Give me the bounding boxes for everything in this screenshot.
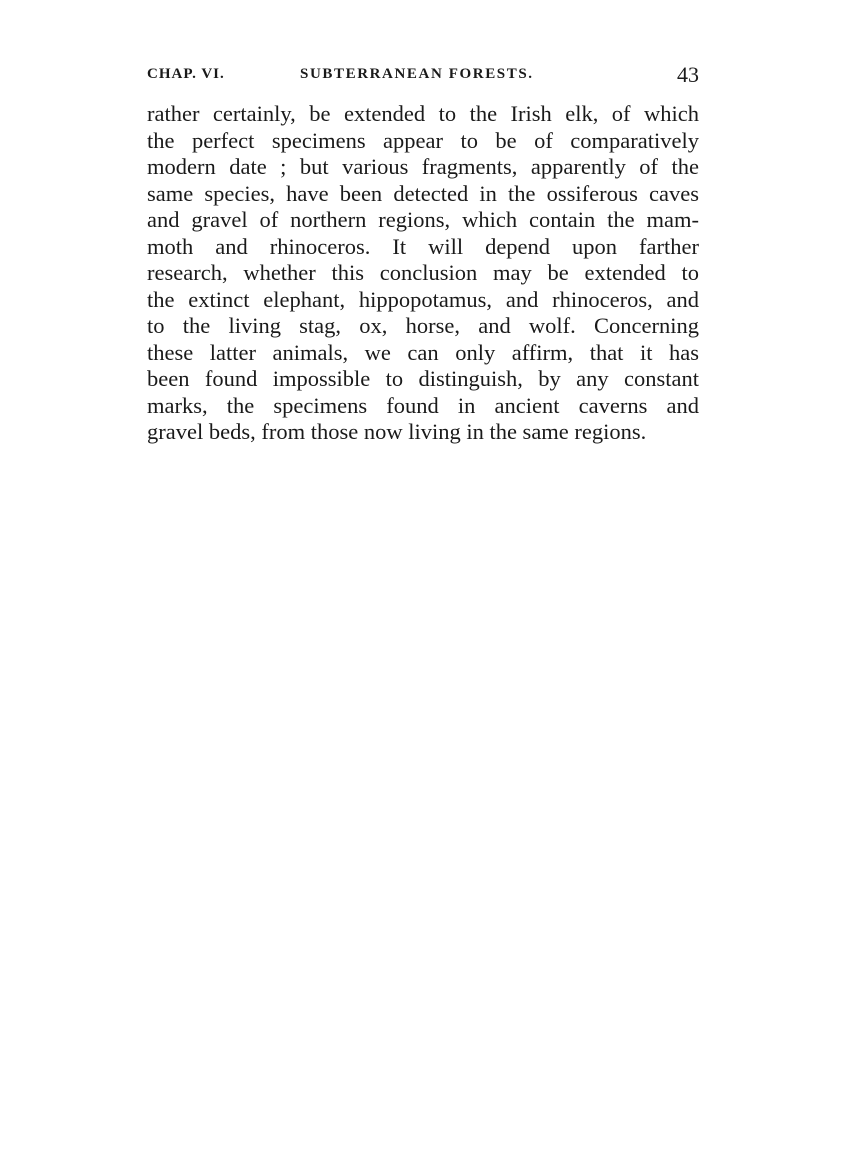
text-line: gravel beds, from those now living in the same regions. [147,419,647,444]
text-line: these latter animals, we can only affirm, that it has [147,339,699,365]
text-line: rather certainly, be extended to the Irish elk, of which [147,101,699,126]
text-line: been found impossible to distinguish, by any constant [147,366,699,391]
text-line: and gravel of northern regions, which contain the mam- [147,207,699,232]
text-line: same species, have been detected in the ossiferous caves [147,180,699,206]
chapter-label: CHAP. VI. [147,66,225,82]
body-paragraph [147,101,699,446]
text-line: the perfect specimens appear to be of comparatively [147,127,699,153]
text-line: research, whether this conclusion may be extended to [147,260,699,285]
running-head [147,62,699,90]
text-line: to the living stag, ox, horse, and wolf. Concerning [147,313,699,338]
text-line: moth and rhinoceros. It will depend upon farther [147,233,699,259]
running-title: SUBTERRANEAN FORESTS. [300,66,534,82]
text-line: modern date ; but various fragments, apparently of the [147,154,699,179]
text-line: marks, the specimens found in ancient caverns and [147,392,699,418]
page-number: 43 [677,62,699,87]
text-line: the extinct elephant, hippopotamus, and rhinoceros, and [147,286,699,312]
